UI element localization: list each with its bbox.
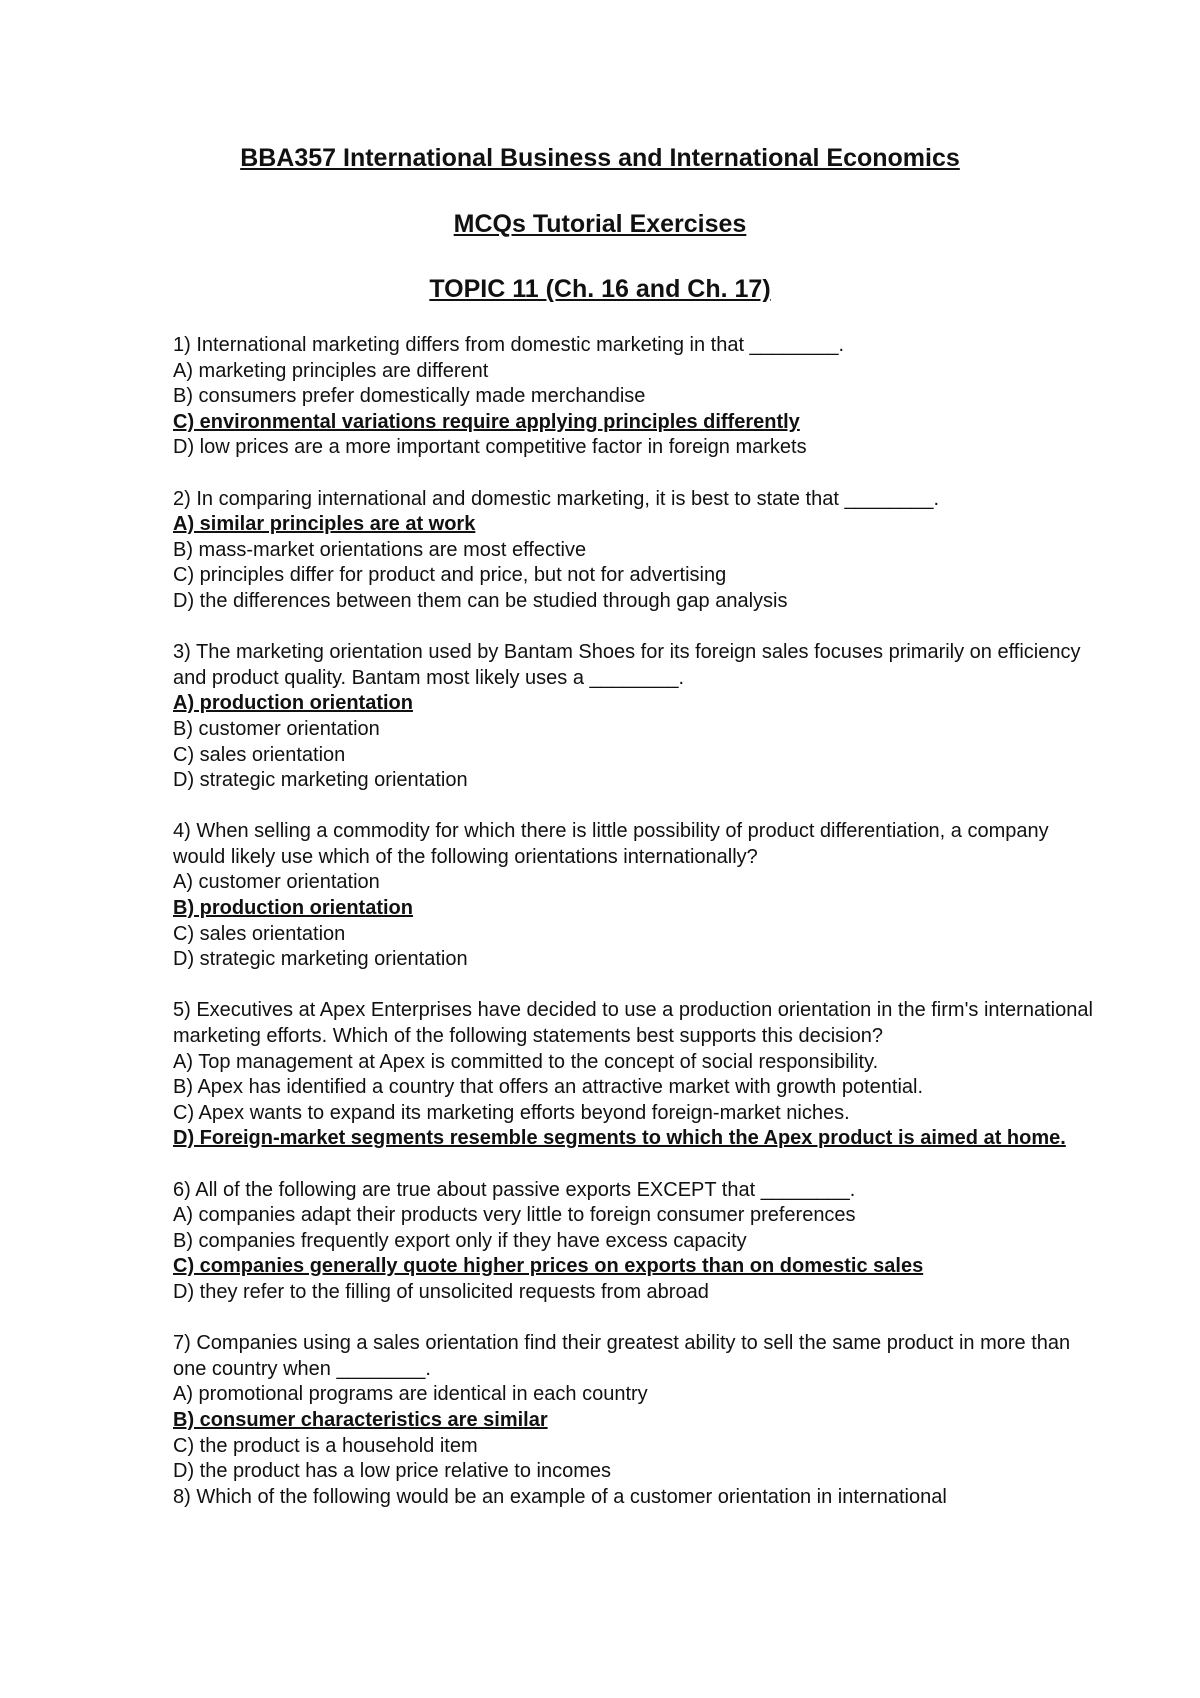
option-a: A) companies adapt their products very little to foreign consumer preferences [173, 1204, 856, 1227]
question-text: 4) When selling a commodity for which there is little possibility of product differentiation, a company would likely use which of the following orientations internationally? [173, 820, 1049, 868]
question-list [173, 333, 1103, 1536]
option-a: A) customer orientation [173, 871, 380, 894]
option-a: A) marketing principles are different [173, 359, 489, 382]
correct-option-a: A) similar principles are at work [173, 513, 476, 536]
option-d: D) strategic marketing orientation [173, 948, 468, 971]
option-a: A) promotional programs are identical in each country [173, 1383, 648, 1406]
option-b: B) mass-market orientations are most effective [173, 538, 587, 561]
option-c: C) Apex wants to expand its marketing efforts beyond foreign-market niches. [173, 1101, 850, 1124]
option-d: D) strategic marketing orientation [173, 769, 468, 792]
question-text: 5) Executives at Apex Enterprises have decided to use a production orientation in the firm's international marketing efforts. Which of the following statements best supports this decision? [173, 999, 1093, 1048]
option-b: B) Apex has identified a country that offers an attractive market with growth potential. [173, 1076, 924, 1099]
question-1 [173, 333, 1103, 461]
correct-option-c: C) environmental variations require applying principles differently [173, 410, 800, 433]
document-topic: TOPIC 11 (Ch. 16 and Ch. 17) [429, 275, 771, 303]
option-c: C) the product is a household item [173, 1434, 478, 1457]
option-d: D) the differences between them can be studied through gap analysis [173, 589, 788, 612]
option-d: D) the product has a low price relative to incomes [173, 1460, 611, 1483]
option-c: C) principles differ for product and price, but not for advertising [173, 564, 727, 587]
correct-option-c: C) companies generally quote higher prices on exports than on domestic sales [173, 1255, 924, 1278]
question-text: 2) In comparing international and domestic marketing, it is best to state that ________. [173, 487, 939, 510]
document-subtitle: MCQs Tutorial Exercises [453, 210, 747, 238]
option-a: A) Top management at Apex is committed to the concept of social responsibility. [173, 1050, 879, 1073]
question-2 [173, 487, 1103, 615]
option-d: D) they refer to the filling of unsolicited requests from abroad [173, 1280, 709, 1303]
question-6 [173, 1178, 1103, 1306]
question-5 [173, 998, 1103, 1152]
option-b: B) companies frequently export only if they have excess capacity [173, 1229, 747, 1252]
question-text: 3) The marketing orientation used by Bantam Shoes for its foreign sales focuses primarily on efficiency and product quality. Bantam most likely uses a ________. [173, 641, 1081, 689]
question-3 [173, 640, 1103, 794]
option-b: B) customer orientation [173, 717, 380, 740]
question-7 [173, 1331, 1103, 1485]
question-text: 1) International marketing differs from domestic marketing in that ________. [173, 334, 845, 356]
question-text: 8) Which of the following would be an example of a customer orientation in international [173, 1485, 947, 1508]
question-4 [173, 819, 1103, 973]
question-text: 6) All of the following are true about passive exports EXCEPT that ________. [173, 1178, 856, 1201]
option-c: C) sales orientation [173, 922, 346, 945]
option-c: C) sales orientation [173, 743, 346, 766]
document-title: BBA357 International Business and International Economics [240, 144, 960, 172]
question-8 [173, 1485, 1103, 1511]
option-d: D) low prices are a more important competitive factor in foreign markets [173, 436, 807, 459]
option-b: B) consumers prefer domestically made merchandise [173, 385, 646, 408]
correct-option-b: B) production orientation [173, 897, 413, 920]
correct-option-a: A) production orientation [173, 692, 413, 715]
question-text: 7) Companies using a sales orientation find their greatest ability to sell the same product in more than one country when ________. [173, 1332, 1071, 1380]
correct-option-d: D) Foreign-market segments resemble segments to which the Apex product is aimed at home. [173, 1127, 1066, 1150]
correct-option-b: B) consumer characteristics are similar [173, 1408, 548, 1431]
